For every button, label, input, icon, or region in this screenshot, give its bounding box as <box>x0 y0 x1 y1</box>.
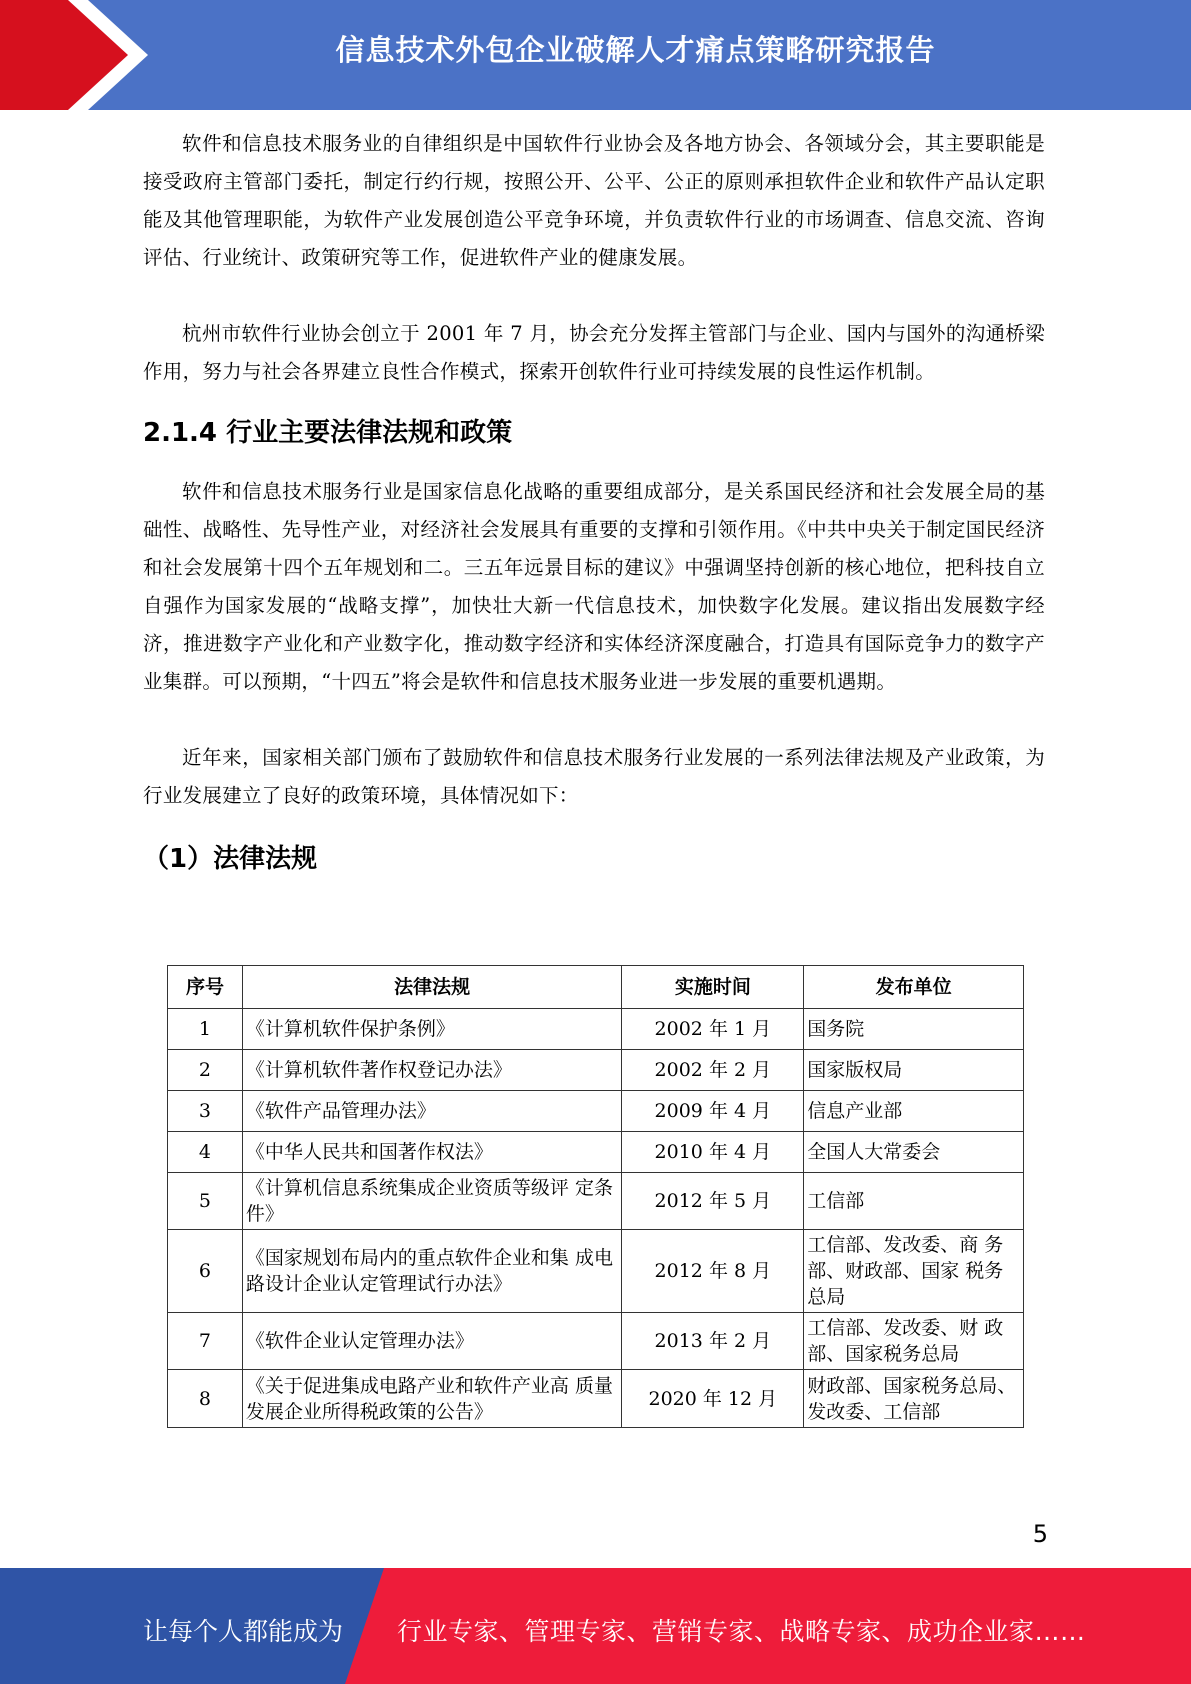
table-row <box>168 1370 1024 1428</box>
report-title: 信息技术外包企业破解人才痛点策略研究报告 <box>335 33 936 67</box>
cell-law: 《软件产品管理办法》 <box>242 1091 622 1132</box>
cell-index: 6 <box>168 1230 243 1313</box>
header-date: 实施时间 <box>622 966 804 1009</box>
paragraph-industry-strategy: 软件和信息技术服务行业是国家信息化战略的重要组成部分，是关系国民经济和社会发展全局的基础性、战略性、先导性产业，对经济社会发展具有重要的支撑和引领作用。《中共中央关于制定国民经济和社会发展第十四个五年规划和二。三五年远景目标的建议》中强调坚持创新的核心地位，把科技自立自强作为国家发展的“战略支撑”，加快壮大新一代信息技术，加快数字化发展。建议指出发展数字经济，推进数字产业化和产业数字化，推动数字经济和实体经济深度融合，打造具有国际竞争力的数字产业集群。可以预期，“十四五”将会是软件和信息技术服务业进一步发展的重要机遇期。 <box>143 480 1045 693</box>
cell-index: 5 <box>168 1173 243 1230</box>
footer-slogan-right: 行业专家、管理专家、营销专家、战略专家、成功企业家…… <box>397 1617 1086 1646</box>
table-row <box>168 1050 1024 1091</box>
header-index: 序号 <box>168 966 243 1009</box>
table-row <box>168 1313 1024 1370</box>
cell-date: 2012 年 8 月 <box>622 1230 804 1313</box>
table-row <box>168 1173 1024 1230</box>
page-header <box>0 0 1191 110</box>
cell-law: 《中华人民共和国著作权法》 <box>242 1132 622 1173</box>
cell-law: 《关于促进集成电路产业和软件产业高 质量发展企业所得税政策的公告》 <box>242 1370 622 1428</box>
page-footer <box>0 1568 1191 1684</box>
cell-law: 《计算机软件著作权登记办法》 <box>242 1050 622 1091</box>
paragraph-self-regulatory: 软件和信息技术服务业的自律组织是中国软件行业协会及各地方协会、各领域分会，其主要职能是接受政府主管部门委托，制定行约行规，按照公开、公平、公正的原则承担软件企业和软件产品认定职能及其他管理职能，为软件产业发展创造公平竞争环境，并负责软件行业的市场调查、信息交流、咨询评估、行业统计、政策研究等工作，促进软件产业的健康发展。 <box>143 132 1045 269</box>
cell-law: 《国家规划布局内的重点软件企业和集 成电路设计企业认定管理试行办法》 <box>242 1230 622 1313</box>
cell-issuer: 工信部、发改委、商 务部、财政部、国家 税务总局 <box>804 1230 1024 1313</box>
cell-date: 2002 年 1 月 <box>622 1009 804 1050</box>
table-row <box>168 1091 1024 1132</box>
cell-date: 2009 年 4 月 <box>622 1091 804 1132</box>
cell-issuer: 全国人大常委会 <box>804 1132 1024 1173</box>
cell-index: 4 <box>168 1132 243 1173</box>
footer-slogan-left: 让每个人都能成为 <box>143 1617 344 1646</box>
cell-index: 1 <box>168 1009 243 1050</box>
cell-issuer: 信息产业部 <box>804 1091 1024 1132</box>
cell-index: 8 <box>168 1370 243 1428</box>
cell-issuer: 财政部、国家税务总局、发改委、工信部 <box>804 1370 1024 1428</box>
cell-law: 《软件企业认定管理办法》 <box>242 1313 622 1370</box>
cell-date: 2002 年 2 月 <box>622 1050 804 1091</box>
cell-index: 2 <box>168 1050 243 1091</box>
cell-issuer: 国家版权局 <box>804 1050 1024 1091</box>
paragraph-hangzhou-association: 杭州市软件行业协会创立于 2001 年 7 月，协会充分发挥主管部门与企业、国内与国外的沟通桥梁作用，努力与社会各界建立良性合作模式，探索开创软件行业可持续发展的良性运作机制。 <box>143 322 1045 383</box>
laws-table <box>167 965 1024 1428</box>
subsection-heading: （1）法律法规 <box>143 844 318 874</box>
cell-issuer: 工信部、发改委、财 政部、国家税务总局 <box>804 1313 1024 1370</box>
cell-date: 2020 年 12 月 <box>622 1370 804 1428</box>
main-content <box>143 125 1045 879</box>
cell-issuer: 国务院 <box>804 1009 1024 1050</box>
table-header-row <box>168 966 1024 1009</box>
table-row <box>168 1009 1024 1050</box>
cell-date: 2012 年 5 月 <box>622 1173 804 1230</box>
cell-law: 《计算机软件保护条例》 <box>242 1009 622 1050</box>
cell-issuer: 工信部 <box>804 1173 1024 1230</box>
page-number: 5 <box>1032 1520 1048 1548</box>
cell-law: 《计算机信息系统集成企业资质等级评 定条件》 <box>242 1173 622 1230</box>
paragraph-policy-intro: 近年来，国家相关部门颁布了鼓励软件和信息技术服务行业发展的一系列法律法规及产业政策，为行业发展建立了良好的政策环境，具体情况如下： <box>143 746 1045 807</box>
table-row <box>168 1230 1024 1313</box>
cell-index: 7 <box>168 1313 243 1370</box>
header-issuer: 发布单位 <box>804 966 1024 1009</box>
cell-index: 3 <box>168 1091 243 1132</box>
header-law: 法律法规 <box>242 966 622 1009</box>
cell-date: 2013 年 2 月 <box>622 1313 804 1370</box>
cell-date: 2010 年 4 月 <box>622 1132 804 1173</box>
table-row <box>168 1132 1024 1173</box>
section-heading: 2.1.4 行业主要法律法规和政策 <box>143 418 513 448</box>
